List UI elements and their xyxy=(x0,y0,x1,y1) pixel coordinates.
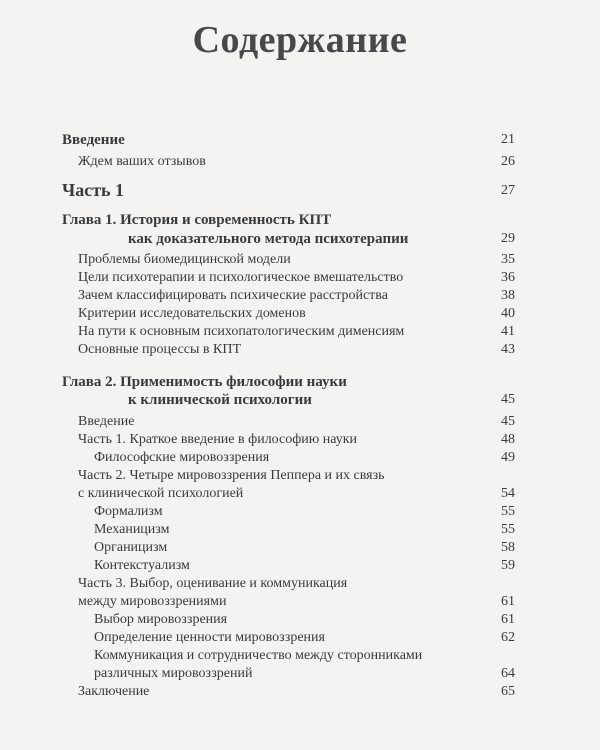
toc-entry-page: 65 xyxy=(501,684,515,699)
toc-entry-title: между мировоззрениями xyxy=(78,594,227,609)
toc-entry-page: 27 xyxy=(501,183,515,198)
toc-entry-title: Определение ценности мировоззрения xyxy=(94,630,325,645)
toc-entry-page: 58 xyxy=(501,540,515,555)
toc-entry-page: 49 xyxy=(501,450,515,465)
toc-entry-title: Критерии исследовательских доменов xyxy=(78,306,306,321)
toc-entry-page: 43 xyxy=(501,342,515,357)
toc-entry-title: Зачем классифицировать психические расстройства xyxy=(78,288,388,303)
toc-entry-page: 55 xyxy=(501,504,515,519)
toc-entry-page: 21 xyxy=(501,132,515,147)
toc-entry-title: Философские мировоззрения xyxy=(94,450,270,465)
toc-entry-page: 54 xyxy=(501,486,515,501)
toc-entry-title: Цели психотерапии и психологическое вмешательство xyxy=(78,270,404,285)
toc-entry-page: 45 xyxy=(501,414,515,429)
toc-entry-title: На пути к основным психопатологическим дименсиям xyxy=(78,324,405,339)
toc-entry-title: Введение xyxy=(62,132,125,148)
toc-entry-title: Часть 1 xyxy=(62,180,125,200)
toc-entry-page: 61 xyxy=(501,612,515,627)
toc-entry-title: Проблемы биомедицинской модели xyxy=(78,252,291,267)
toc-entry-page: 40 xyxy=(501,306,515,321)
toc-entry-title: Основные процессы в КПТ xyxy=(78,342,242,357)
toc-entry-page: 64 xyxy=(501,666,515,681)
toc-entry-page: 61 xyxy=(501,594,515,609)
toc-entry-title: Выбор мировоззрения xyxy=(94,612,228,627)
toc-entry-title: к клинической психологии xyxy=(128,392,312,408)
toc-entry-title: Механицизм xyxy=(94,522,170,537)
toc-entry-page: 62 xyxy=(501,630,515,645)
toc-entry-title: Часть 1. Краткое введение в философию науки xyxy=(78,432,358,447)
toc-entry-title: Глава 2. Применимость философии науки xyxy=(62,374,347,390)
toc-entry-title: Часть 3. Выбор, оценивание и коммуникация xyxy=(78,576,348,591)
toc-entry-title: как доказательного метода психотерапии xyxy=(128,231,409,247)
toc-entry-page: 48 xyxy=(501,432,515,447)
toc-entry-title: с клинической психологией xyxy=(78,486,244,501)
toc-entry-page: 41 xyxy=(501,324,515,339)
page-title: Содержание xyxy=(192,19,408,61)
toc-entry-title: Органицизм xyxy=(94,540,168,555)
toc-entry-title: Формализм xyxy=(94,504,163,519)
toc-entry-page: 26 xyxy=(501,154,515,169)
toc-entry-page: 45 xyxy=(501,392,515,407)
toc-entry-page: 55 xyxy=(501,522,515,537)
toc-entry-title: Введение xyxy=(78,414,135,429)
toc-entry-page: 35 xyxy=(501,252,515,267)
toc-entry-page: 29 xyxy=(501,231,515,246)
toc-entry-title: Глава 1. История и современность КПТ xyxy=(62,212,332,228)
toc-entry-title: Заключение xyxy=(78,684,150,699)
toc-entry-title: Часть 2. Четыре мировоззрения Пеппера и их связь xyxy=(78,468,385,483)
toc-entry-title: Ждем ваших отзывов xyxy=(78,154,206,169)
toc-entry-title: различных мировоззрений xyxy=(94,666,253,681)
toc-entry-title: Контекстуализм xyxy=(94,558,190,573)
toc-entry-page: 59 xyxy=(501,558,515,573)
toc-entry-page: 38 xyxy=(501,288,515,303)
toc-entry-title: Коммуникация и сотрудничество между сторонниками xyxy=(94,648,423,663)
toc-entry-page: 36 xyxy=(501,270,515,285)
